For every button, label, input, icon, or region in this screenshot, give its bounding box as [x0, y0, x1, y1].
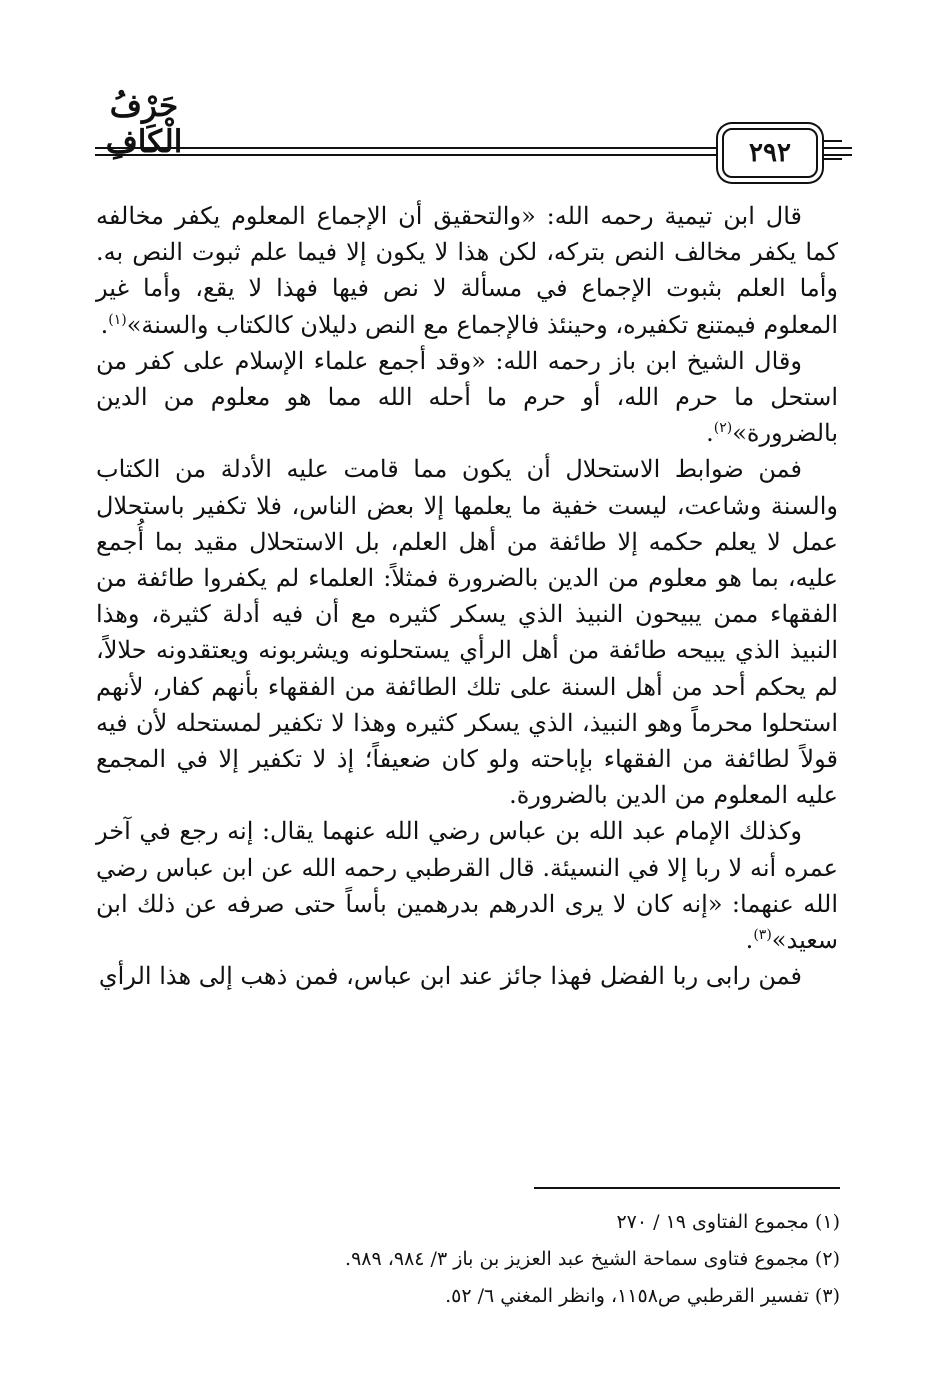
page-number: ٢٩٢	[722, 128, 818, 178]
header-rule-end-mark	[822, 140, 842, 160]
paragraph-text: وكذلك الإمام عبد الله بن عباس رضي الله عنهما يقال: إنه رجع في آخر عمره أنه لا ربا إلا في النسيئة. قال القرطبي رحمه الله عن ابن عباس رضي الله عنهما: «إنه كان لا يرى الدرهم بدرهمين بأساً حتى صرفه عن ذلك ابن سعيد»	[96, 817, 838, 955]
paragraph-end: .	[745, 926, 754, 955]
paragraph	[96, 958, 838, 994]
paragraph-text: فمن ضوابط الاستحلال أن يكون مما قامت عليه الأدلة من الكتاب والسنة وشاعت، ليست خفية ما يعلمها إلا بعض الناس، فلا تكفير باستحلال عمل لا يعلم حكمه إلا طائفة من أهل العلم، بل الاستحلال مقيد بما أُجمع عليه، بما هو معلوم من الدين بالضرورة فمثلاً: العلماء لم يكفروا طائفة من الفقهاء ممن يبيحون النبيذ الذي يسكر كثيره مع أن فيه أدلة كثيرة، وهذا النبيذ الذي يبيحه طائفة من أهل الرأي يستحلونه ويشربونه ويعتقدونه حلالاً، لم يحكم أحد من أهل السنة على تلك الطائفة من الفقهاء بأنهم كفار، لأنهم استحلوا محرماً وهو النبيذ، الذي يسكر كثيره وهذا لا تكفير لمستحله لأن فيه قولاً لطائفة من الفقهاء بإباحته ولو كان ضعيفاً؛ إذ لا تكفير إلا في المجمع عليه المعلوم من الدين بالضرورة.	[96, 455, 838, 810]
footnotes	[200, 1204, 840, 1315]
paragraph-text: وقال الشيخ ابن باز رحمه الله: «وقد أجمع علماء الإسلام على كفر من استحل ما حرم الله، أو حرم ما أحله الله مما هو معلوم من الدين بالضرورة»	[96, 346, 838, 448]
footnote: (١) مجموع الفتاوى ١٩ / ٢٧٠	[616, 1211, 840, 1233]
paragraph-text: فمن رابى ربا الفضل فهذا جائز عند ابن عباس، فمن ذهب إلى هذا الرأي	[98, 962, 802, 991]
paragraph	[96, 198, 838, 343]
running-title: حَرْفُ الْكَافِ	[105, 88, 183, 160]
paragraph	[96, 813, 838, 958]
paragraph-end: .	[100, 310, 109, 339]
footnote-separator	[534, 1187, 840, 1189]
main-text	[96, 198, 838, 994]
footnote-ref: (١)	[108, 311, 127, 328]
footnote: (٢) مجموع فتاوى سماحة الشيخ عبد العزيز بن باز ٣/ ٩٨٤، ٩٨٩.	[345, 1248, 840, 1270]
paragraph-text: قال ابن تيمية رحمه الله: «والتحقيق أن الإجماع المعلوم يكفر مخالفه كما يكفر مخالف النص بتركه، لكن هذا لا يكون إلا فيما علم ثبوت النص به. وأما العلم بثبوت الإجماع في مسألة لا نص فيها فهذا لا يقع، وأما غير المعلوم فيمتنع تكفيره، وحينئذ فالإجماع مع النص دليلان كالكتاب والسنة»	[96, 202, 838, 339]
paragraph	[96, 451, 838, 813]
paragraph	[96, 343, 838, 452]
footnote-ref: (٢)	[713, 420, 733, 437]
footnote: (٣) تفسير القرطبي ص١١٥٨، وانظر المغني ٦/ ٥٢.	[445, 1285, 840, 1307]
paragraph-end: .	[706, 419, 714, 448]
footnote-ref: (٣)	[753, 927, 772, 944]
